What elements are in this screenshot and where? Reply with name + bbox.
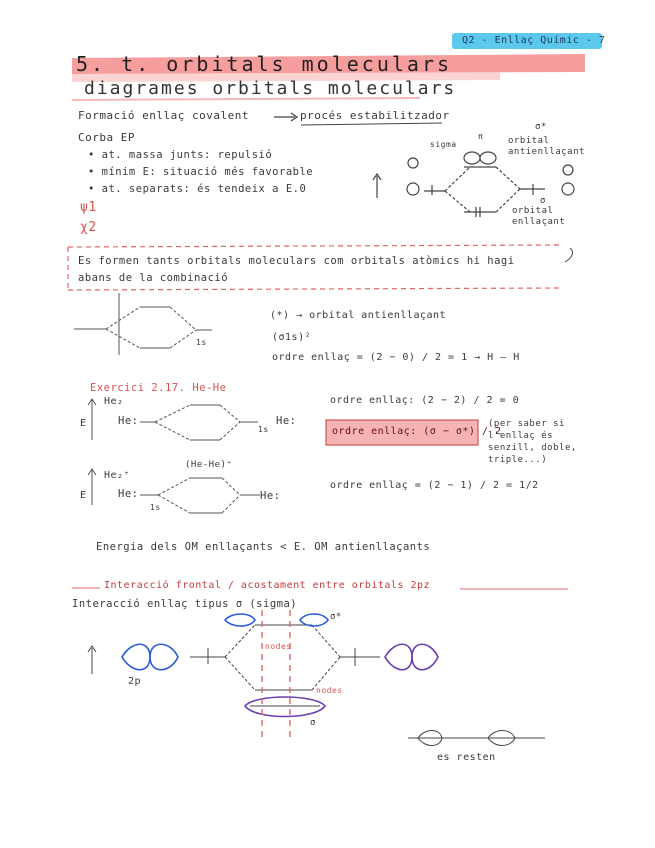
page-tag: Q2 - Enllaç Químic - 7	[462, 35, 606, 46]
hehe-plus-label: (He-He)⁺	[185, 460, 233, 470]
es-resten-label: es resten	[437, 752, 496, 763]
he-left-2: He:	[118, 488, 139, 500]
interaccio-subheading: Interacció enllaç tipus σ (sigma)	[72, 598, 298, 610]
pi-label: π	[478, 132, 484, 141]
interaccio-heading: Interacció frontal / acostament entre orbitals 2pz	[104, 580, 431, 591]
he-right-1: He:	[276, 415, 297, 427]
e-axis-1: E	[80, 418, 87, 429]
formacio-label: Formació enllaç covalent	[78, 109, 249, 122]
sigma-bottom-label: σ	[540, 196, 546, 206]
s1-label: 1s	[258, 425, 269, 434]
page-subtitle: diagrames orbitals moleculars	[84, 78, 457, 99]
exercici-label: Exercici 2.17. He-He	[90, 382, 227, 394]
he2-label: He₂	[104, 396, 124, 407]
pz-sigma: σ	[310, 718, 316, 728]
pz-orbitals-diagram	[88, 610, 545, 746]
he2plus-label: He₂⁺	[104, 470, 131, 481]
antienllacant-label: orbital antienllaçant	[508, 136, 585, 157]
energia-statement: Energia dels OM enllaçants < E. OM antienllaçants	[96, 541, 431, 553]
formula-note: (per saber si l'enllaç és senzill, doble, triple...)	[488, 419, 577, 465]
nodes-label-2: nodes	[316, 686, 343, 695]
corba-item-2: • mínim E: situació més favorable	[88, 166, 314, 178]
e-axis-2: E	[80, 490, 87, 501]
ordre-enllac-1: ordre enllaç: (2 − 2) / 2 = 0	[330, 395, 520, 406]
he-left-1: He:	[118, 415, 139, 427]
s2-label: 1s	[150, 503, 161, 512]
page-title: 5. t. orbitals moleculars	[76, 52, 453, 76]
corba-item-3: • at. separats: és tendeix a E.0	[88, 183, 307, 195]
ordre-enllac-2: ordre enllaç = (2 − 1) / 2 = 1/2	[330, 480, 539, 491]
he-right-2: He:	[260, 490, 281, 502]
corba-heading: Corba EP	[78, 131, 135, 144]
pz-sigma-star: σ*	[330, 612, 342, 622]
h2-ordre: ordre enllaç = (2 − 0) / 2 = 1 → H — H	[272, 352, 520, 363]
h2-note-2: (σ1s)²	[272, 332, 312, 343]
corba-item-1: • at. massa junts: repulsió	[88, 149, 273, 161]
psi2-label: χ2	[80, 220, 97, 235]
mo-diagram-h2	[74, 293, 212, 355]
nodes-label-1: nodes	[265, 642, 292, 651]
procés-underline	[301, 123, 442, 125]
formacio-result: procés estabilitzador	[300, 109, 450, 122]
enllacant-label: orbital enllaçant	[512, 206, 566, 227]
2p-label: 2p	[128, 676, 142, 687]
boxed-note: Es formen tants orbitals moleculars com orbitals atòmics hi hagi abans de la combinació	[78, 255, 515, 284]
formula-ordre: ordre enllaç: (σ − σ*) / 2	[332, 426, 502, 437]
sigma-label: sigma	[430, 140, 457, 149]
h2-1s-right: 1s	[196, 338, 207, 347]
psi1-label: ψ1	[80, 200, 97, 215]
sigma-star-label: σ*	[535, 122, 547, 132]
h2-note-1: (*) → orbital antienllaçant	[270, 310, 447, 321]
